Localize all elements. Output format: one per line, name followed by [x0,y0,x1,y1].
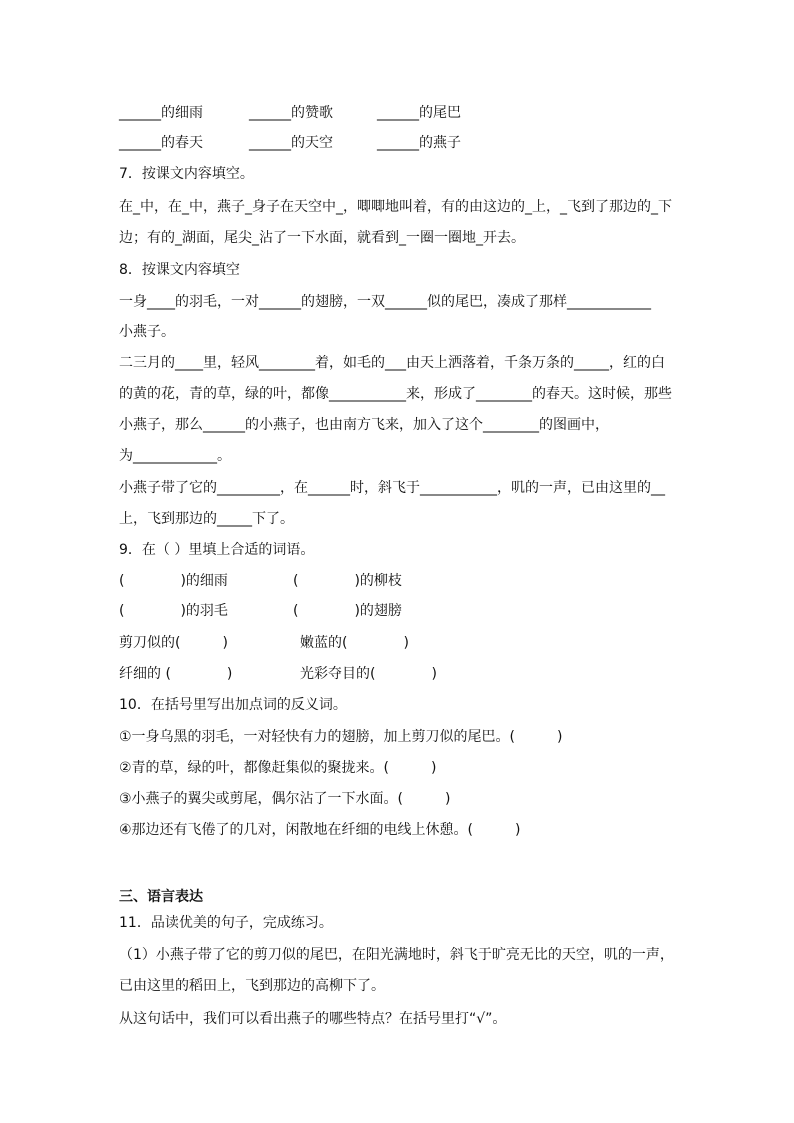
q10-item: ②青的草，绿的叶，都像赶集似的聚拢来。( ) [119,760,437,776]
q9-item: 纤细的 ( ) [119,666,233,682]
q6-row-2 [119,133,679,153]
q8-title: 8．按课文内容填空 [119,262,240,278]
q11-line: 从这句话中，我们可以看出燕子的哪些特点？在括号里打“√”。 [119,1011,507,1027]
q8-line: 二三月的____里，轻风________着，如毛的___由天上洒落着，千条万条的_____，红的白 [119,355,665,371]
q9-row [119,633,679,653]
q8-line: 小燕子带了它的_________，在______时，斜飞于___________，叽的一声，已由这里的__ [119,480,665,496]
q8-line: 一身____的羽毛，一对______的翅膀，一双______似的尾巴，凑成了那样____________ [119,294,651,310]
q9-row [119,664,679,684]
q7-title: 7．按课文内容填空。 [119,166,254,182]
q8-line: 小燕子。 [119,324,175,340]
q6-blank-item: ______的燕子 [377,135,461,151]
q9-row [119,601,679,621]
q9-item: ( )的翅膀 [293,603,402,619]
q7-line-2: 边；有的_湖面，尾尖_沾了一下水面，就看到_一圈一圈地_开去。 [119,230,525,246]
q9-item: ( )的柳枝 [293,573,402,589]
q8-line: 的黄的花，青的草，绿的叶，都像___________来，形成了________的春天。这时候，那些 [119,386,672,402]
q6-blank-item: ______的细雨 [119,105,203,121]
q9-item: 嫩蓝的( ) [300,635,409,651]
q9-item: 剪刀似的( ) [119,635,228,651]
q10-item: ④那边还有飞倦了的几对，闲散地在纤细的电线上休憩。( ) [119,822,521,838]
q8-line: 为____________。 [119,448,231,464]
q10-title: 10．在括号里写出加点词的反义词。 [119,697,347,713]
section-heading: 三、语言表达 [119,889,203,905]
q11-line: 已由这里的稻田上，飞到那边的高柳下了。 [119,978,385,994]
q10-item: ③小燕子的翼尖或剪尾，偶尔沾了一下水面。( ) [119,791,451,807]
q9-row [119,571,679,591]
q8-line: 上，飞到那边的_____下了。 [119,511,294,527]
q9-title: 9．在（ ）里填上合适的词语。 [119,542,315,558]
q11-line: （1）小燕子带了它的剪刀似的尾巴，在阳光满地时，斜飞于旷亮无比的天空，叽的一声， [119,947,674,963]
q11-title: 11．品读优美的句子，完成练习。 [119,915,333,931]
q8-line: 小燕子，那么______的小燕子，也由南方飞来，加入了这个________的图画中， [119,417,609,433]
q6-blank-item: ______的春天 [119,135,203,151]
q6-blank-item: ______的赞歌 [249,105,333,121]
q9-item: ( )的羽毛 [119,603,228,619]
q10-item: ①一身乌黑的羽毛，一对轻快有力的翅膀，加上剪刀似的尾巴。( ) [119,729,563,745]
q9-item: ( )的细雨 [119,573,228,589]
q6-row-1 [119,103,679,123]
q7-line-1: 在_中，在_中，燕子_身子在天空中_，唧唧地叫着，有的由这边的_上，_飞到了那边的_下 [119,199,672,215]
q9-item: 光彩夺目的( ) [300,666,437,682]
q6-blank-item: ______的天空 [249,135,333,151]
q6-blank-item: ______的尾巴 [377,105,461,121]
